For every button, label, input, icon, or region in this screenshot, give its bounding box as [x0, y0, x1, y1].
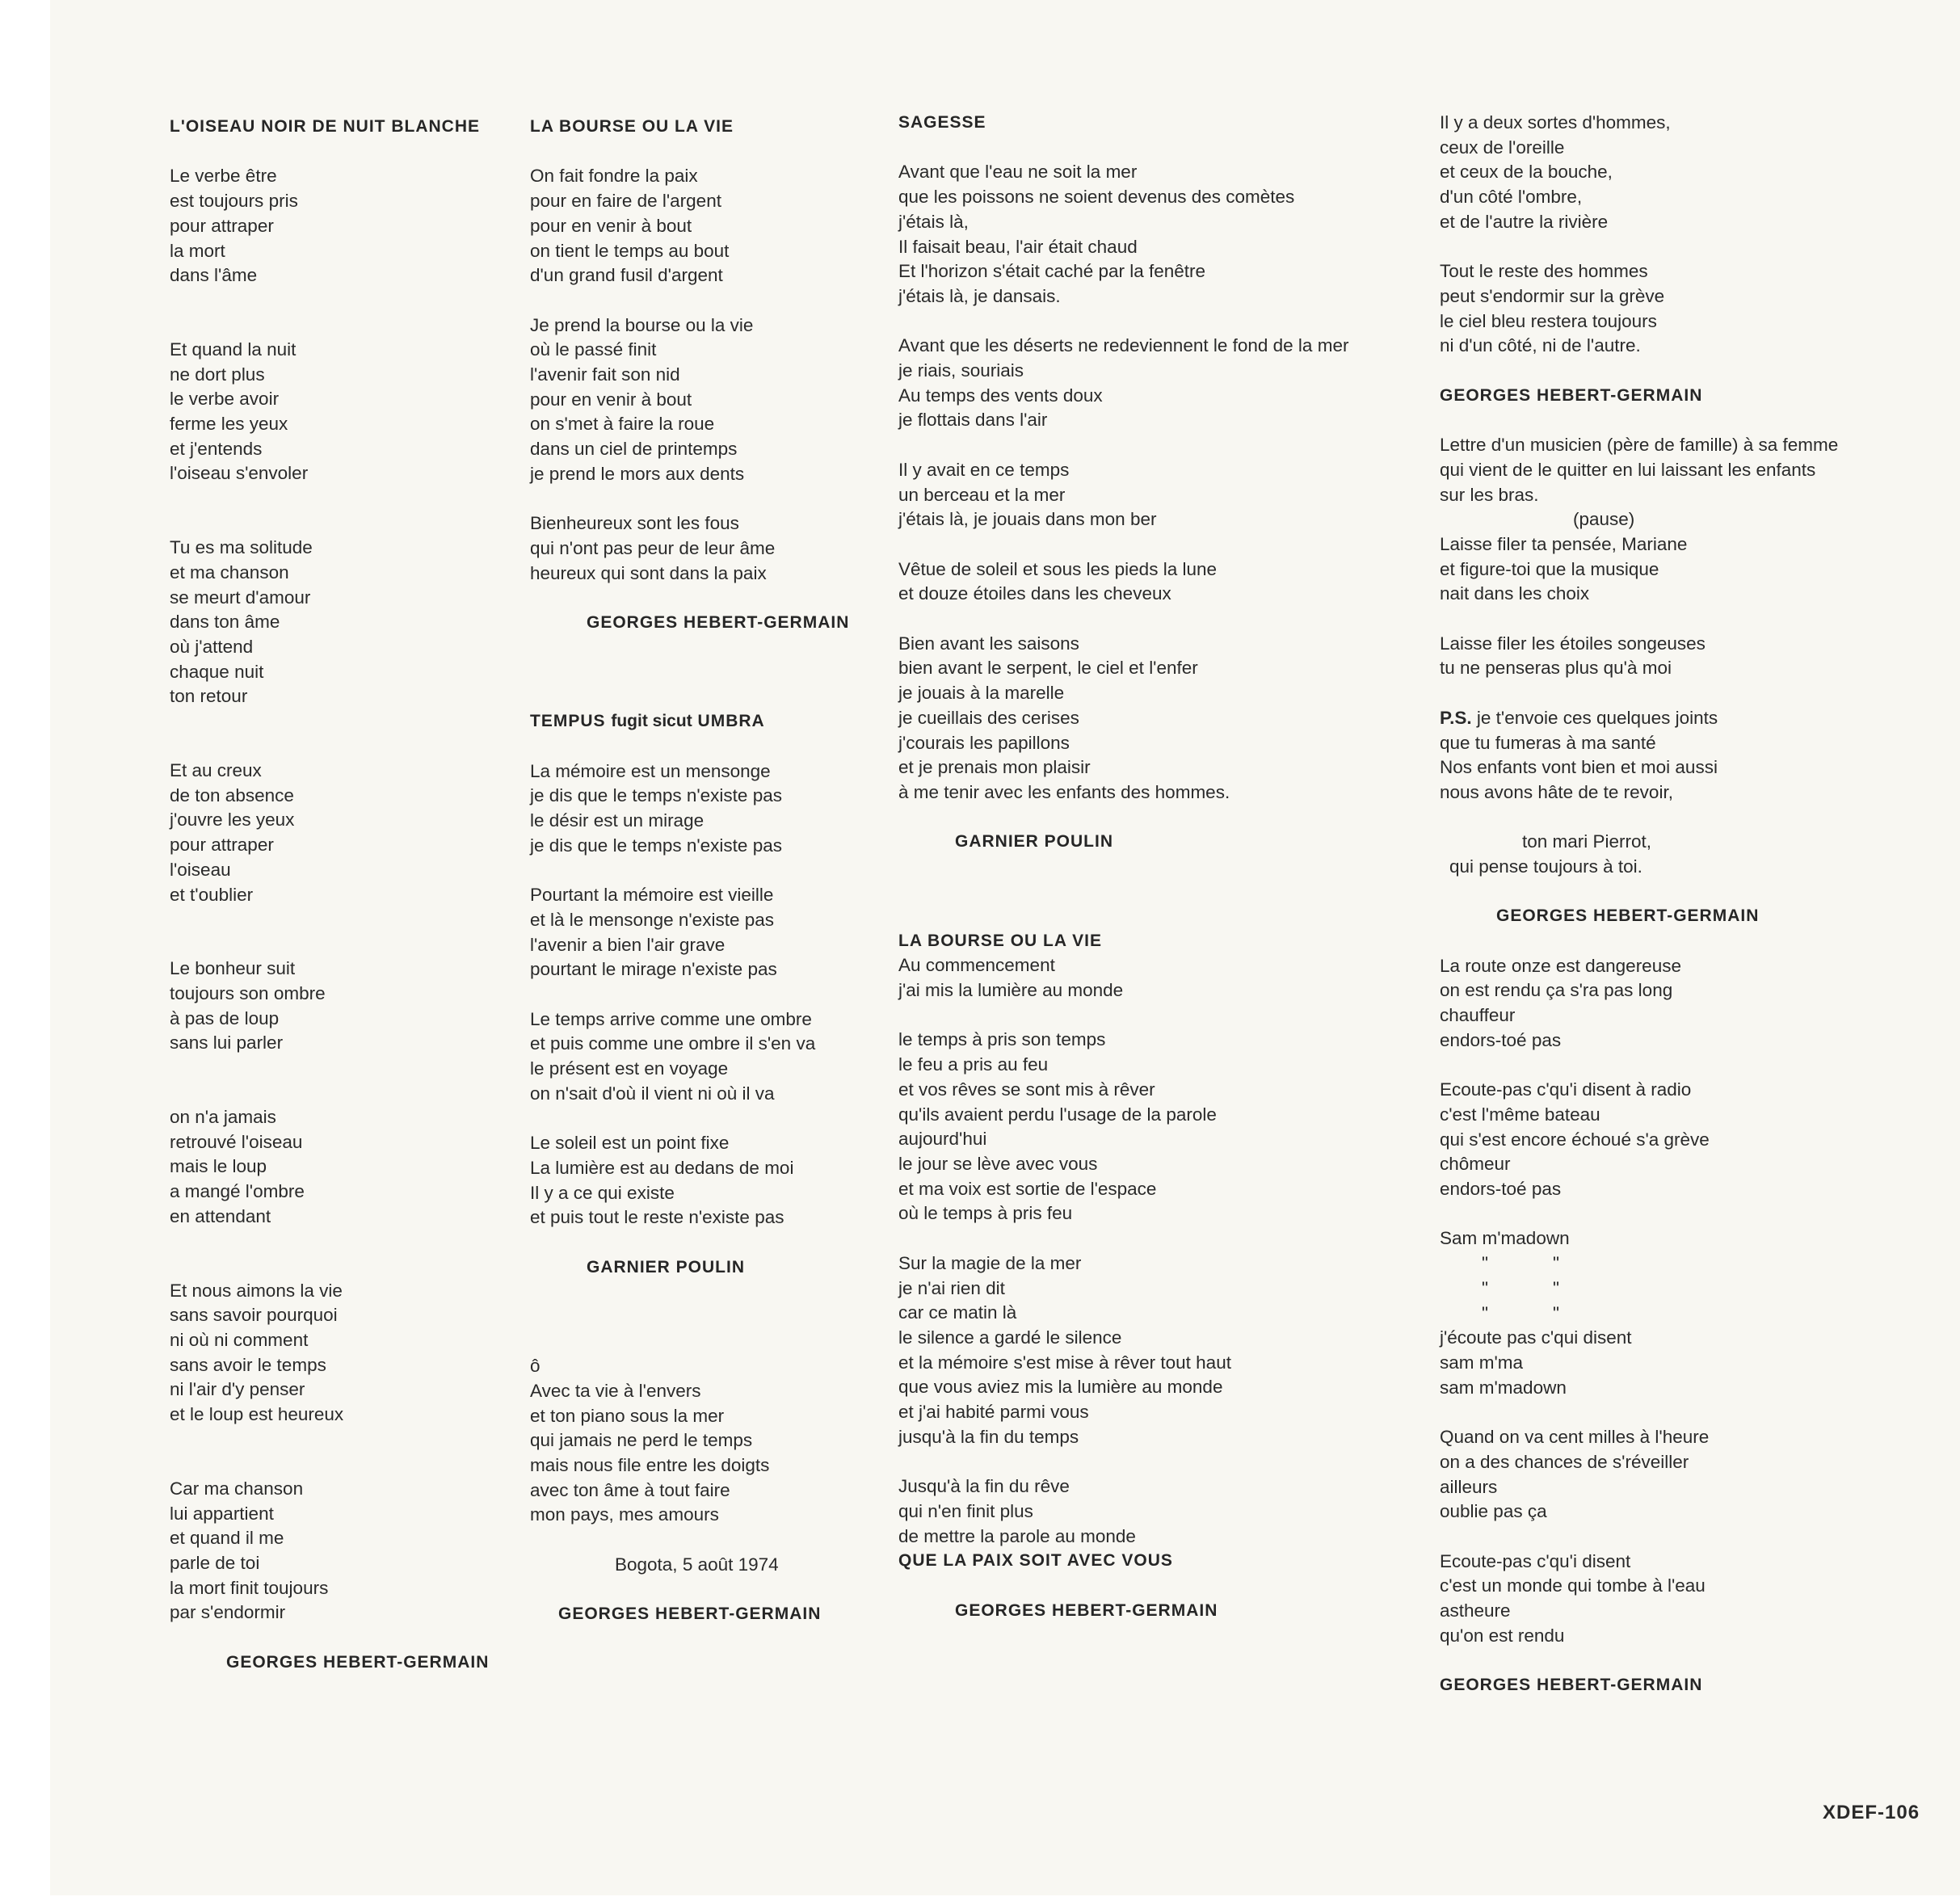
verse-line: je prend le mors aux dents — [530, 463, 745, 484]
verse-line: qu'ils avaient perdu l'usage de la parole — [898, 1104, 1217, 1125]
verse-line: on tient le temps au bout — [530, 240, 730, 261]
verse-line: Le verbe être — [170, 166, 277, 187]
verse-line: Il y a deux sortes d'hommes, — [1440, 112, 1671, 132]
verse-line: et vos rêves se sont mis à rêver — [898, 1079, 1155, 1100]
verse-line: Le bonheur suit — [170, 958, 296, 979]
verse-line: on s'met à faire la roue — [530, 414, 715, 435]
verse-line: toujours son ombre — [170, 982, 326, 1003]
verse-line: aujourd'hui — [898, 1129, 987, 1150]
verse-line: ton retour — [170, 686, 248, 707]
verse-line: Il faisait beau, l'air était chaud — [898, 236, 1138, 257]
verse-line: pour en venir à bout — [530, 389, 692, 410]
verse-line: c'est un monde qui tombe à l'eau — [1440, 1575, 1706, 1596]
poem-author: GEORGES HEBERT-GERMAIN — [587, 613, 850, 632]
poem-author: GEORGES HEBERT-GERMAIN — [1440, 1676, 1703, 1695]
verse-line: Et quand la nuit — [170, 339, 297, 360]
verse-line: en attendant — [170, 1205, 271, 1226]
verse-line: et quand il me — [170, 1528, 284, 1549]
verse-line: et figure-toi que la musique — [1440, 558, 1659, 579]
verse-line: et puis comme une ombre il s'en va — [530, 1033, 816, 1054]
verse-line: tu ne penseras plus qu'à moi — [1440, 658, 1672, 679]
verse-line: et t'oublier — [170, 884, 254, 905]
verse-line: parle de toi — [170, 1552, 260, 1573]
verse-line: Au commencement — [898, 955, 1055, 976]
verse-line: que vous aviez mis la lumière au monde — [898, 1377, 1223, 1398]
verse-line: Avec ta vie à l'envers — [530, 1380, 701, 1401]
verse-line: que les poissons ne soient devenus des comètes — [898, 187, 1295, 208]
verse-line: l'avenir fait son nid — [530, 364, 680, 385]
verse-line: Nos enfants vont bien et moi aussi — [1440, 757, 1718, 778]
ps-text: je t'envoie ces quelques joints — [1476, 707, 1718, 728]
verse-line: ni où ni comment — [170, 1330, 309, 1350]
verse-line: j'étais là, je jouais dans mon ber — [898, 509, 1157, 530]
column-4 — [1440, 111, 1838, 1698]
verse-line: dans un ciel de printemps — [530, 439, 738, 460]
verse-line: le présent est en voyage — [530, 1058, 729, 1079]
column-3 — [898, 111, 1348, 1623]
verse-line: sans lui parler — [170, 1033, 284, 1054]
verse-line: Ecoute-pas c'qu'i disent à radio — [1440, 1079, 1692, 1100]
verse-line: que tu fumeras à ma santé — [1440, 732, 1656, 753]
letter-intro: Lettre d'un musicien (père de famille) à sa femme — [1440, 435, 1839, 456]
poem-title — [530, 709, 849, 734]
verse-line: l'avenir a bien l'air grave — [530, 934, 726, 955]
verse-line: Avant que les déserts ne redeviennent le fond de la mer — [898, 335, 1349, 356]
ditto-row — [1440, 1251, 1838, 1276]
verse-line: on est rendu ça s'ra pas long — [1440, 980, 1673, 1001]
verse-line: Sam m'madown — [1440, 1228, 1570, 1249]
poem-author: GEORGES HEBERT-GERMAIN — [1496, 906, 1760, 926]
verse-line: ailleurs — [1440, 1476, 1498, 1497]
verse-line: et la mémoire s'est mise à rêver tout haut — [898, 1352, 1231, 1373]
ditto-mark: " — [1482, 1253, 1488, 1274]
verse-line: où le passé finit — [530, 339, 657, 360]
ditto-mark: " — [1553, 1253, 1559, 1274]
verse-line: Vêtue de soleil et sous les pieds la lune — [898, 558, 1218, 579]
title-part: fugit sicut — [611, 712, 692, 731]
verse-line: où j'attend — [170, 636, 254, 657]
verse-line: car ce matin là — [898, 1302, 1017, 1323]
poem-author: GEORGES HEBERT-GERMAIN — [558, 1604, 822, 1624]
verse-line: j'écoute pas c'qui disent — [1440, 1327, 1632, 1348]
verse-line: je jouais à la marelle — [898, 683, 1065, 704]
verse-line: dans l'âme — [170, 265, 258, 286]
verse-line: oublie pas ça — [1440, 1501, 1547, 1522]
verse-line: j'courais les papillons — [898, 732, 1070, 753]
verse-line: et là le mensonge n'existe pas — [530, 909, 774, 930]
verse-line: Laisse filer les étoiles songeuses — [1440, 633, 1706, 654]
verse-line: avec ton âme à tout faire — [530, 1479, 730, 1500]
letter-signature: ton mari Pierrot, — [1522, 831, 1652, 852]
verse-line: astheure — [1440, 1600, 1511, 1621]
verse-line: Jusqu'à la fin du rêve — [898, 1476, 1070, 1497]
poem-author: GARNIER POULIN — [587, 1257, 746, 1276]
verse-line: on n'a jamais — [170, 1107, 276, 1128]
verse-line: pour attraper — [170, 835, 274, 856]
verse-line: et le loup est heureux — [170, 1404, 344, 1425]
verse-line: nous avons hâte de te revoir, — [1440, 781, 1673, 802]
column-2 — [530, 115, 849, 1627]
verse-line: Pourtant la mémoire est vieille — [530, 885, 774, 906]
verse-line: ceux de l'oreille — [1440, 137, 1565, 158]
poem-title: LA BOURSE OU LA VIE — [530, 117, 734, 136]
pause-note: (pause) — [1573, 509, 1635, 530]
verse-line: le feu a pris au feu — [898, 1054, 1049, 1075]
verse-line: nait dans les choix — [1440, 583, 1590, 604]
verse-line: qu'on est rendu — [1440, 1625, 1565, 1646]
verse-line: pour en venir à bout — [530, 215, 692, 236]
title-part: TEMPUS — [530, 712, 606, 731]
verse-line: Le soleil est un point fixe — [530, 1133, 730, 1154]
verse-line: pour en faire de l'argent — [530, 191, 721, 212]
verse-line: où le temps à pris feu — [898, 1203, 1073, 1224]
verse-line: le verbe avoir — [170, 389, 280, 410]
verse-line: je dis que le temps n'existe pas — [530, 835, 782, 856]
verse-line: jusqu'à la fin du temps — [898, 1426, 1079, 1447]
verse-line: qui jamais ne perd le temps — [530, 1430, 753, 1451]
verse-line: Avant que l'eau ne soit la mer — [898, 162, 1138, 183]
poem-author: GARNIER POULIN — [955, 832, 1114, 852]
verse-line: ô — [530, 1356, 540, 1377]
verse-line: Et au creux — [170, 760, 262, 781]
verse-line: ni d'un côté, ni de l'autre. — [1440, 335, 1641, 356]
verse-line: et j'ai habité parmi vous — [898, 1402, 1089, 1423]
verse-line: Sur la magie de la mer — [898, 1252, 1082, 1273]
verse-line: qui s'est encore échoué s'a grève — [1440, 1129, 1710, 1150]
verse-line: Il y avait en ce temps — [898, 459, 1070, 480]
verse-line: un berceau et la mer — [898, 484, 1066, 505]
ditto-mark: " — [1553, 1277, 1559, 1298]
verse-line: se meurt d'amour — [170, 587, 311, 608]
verse-line: je dis que le temps n'existe pas — [530, 785, 782, 806]
verse-line: lui appartient — [170, 1503, 274, 1524]
verse-line: le temps à pris son temps — [898, 1029, 1106, 1050]
verse-line: d'un grand fusil d'argent — [530, 265, 723, 286]
verse-line: et ton piano sous la mer — [530, 1405, 725, 1426]
verse-line: de ton absence — [170, 784, 294, 805]
verse-line: et puis tout le reste n'existe pas — [530, 1207, 784, 1228]
verse-line: Il y a ce qui existe — [530, 1182, 675, 1203]
verse-line: par s'endormir — [170, 1602, 286, 1623]
verse-line: le désir est un mirage — [530, 810, 705, 831]
verse-line: On fait fondre la paix — [530, 166, 698, 187]
column-1 — [170, 115, 489, 1675]
verse-line: le ciel bleu restera toujours — [1440, 310, 1657, 331]
verse-line: Et l'horizon s'était caché par la fenêtre — [898, 261, 1206, 282]
verse-line: la mort — [170, 240, 225, 261]
verse-line: d'un côté l'ombre, — [1440, 187, 1583, 208]
verse-line: à pas de loup — [170, 1007, 280, 1028]
verse-line: j'ouvre les yeux — [170, 810, 295, 831]
verse-line: endors-toé pas — [1440, 1029, 1562, 1050]
verse-line: sam m'madown — [1440, 1377, 1567, 1398]
verse-line: Bien avant les saisons — [898, 633, 1079, 654]
verse-line: pourtant le mirage n'existe pas — [530, 959, 777, 980]
verse-line: La lumière est au dedans de moi — [530, 1157, 794, 1178]
verse-line: et ma voix est sortie de l'espace — [898, 1178, 1157, 1199]
verse-line: Et nous aimons la vie — [170, 1280, 343, 1301]
ps-label: P.S. — [1440, 707, 1472, 728]
verse-line: mon pays, mes amours — [530, 1504, 719, 1525]
verse-line: le silence a gardé le silence — [898, 1327, 1122, 1348]
verse-line: qui n'en finit plus — [898, 1500, 1033, 1521]
ditto-mark: " — [1482, 1302, 1488, 1323]
verse-line: chômeur — [1440, 1154, 1511, 1175]
verse-line: Tout le reste des hommes — [1440, 261, 1648, 282]
verse-line: sans avoir le temps — [170, 1354, 326, 1375]
verse-line: Car ma chanson — [170, 1478, 304, 1499]
verse-line: l'oiseau s'envoler — [170, 463, 309, 484]
verse-line: de mettre la parole au monde — [898, 1525, 1136, 1546]
verse-line: ne dort plus — [170, 364, 265, 385]
verse-line: est toujours pris — [170, 191, 298, 212]
verse-line: a mangé l'ombre — [170, 1181, 305, 1202]
verse-line: heureux qui sont dans la paix — [530, 562, 767, 583]
verse-line: Le temps arrive comme une ombre — [530, 1008, 812, 1029]
verse-line: je flottais dans l'air — [898, 410, 1048, 431]
verse-line: dans ton âme — [170, 612, 280, 633]
verse-line: et ma chanson — [170, 561, 289, 582]
verse-line: et j'entends — [170, 438, 263, 459]
verse-line: endors-toé pas — [1440, 1179, 1562, 1200]
verse-line: La route onze est dangereuse — [1440, 955, 1681, 976]
closing-line: QUE LA PAIX SOIT AVEC VOUS — [898, 1551, 1173, 1571]
verse-line: c'est l'même bateau — [1440, 1104, 1600, 1125]
poem-author: GEORGES HEBERT-GERMAIN — [226, 1652, 490, 1672]
verse-line: chauffeur — [1440, 1005, 1516, 1026]
verse-line: mais le loup — [170, 1156, 267, 1177]
verse-line: et ceux de la bouche, — [1440, 162, 1613, 183]
verse-line: et de l'autre la rivière — [1440, 211, 1609, 232]
verse-line: retrouvé l'oiseau — [170, 1131, 303, 1152]
verse-line: j'étais là, — [898, 211, 969, 232]
poem-title: LA BOURSE OU LA VIE — [898, 931, 1102, 950]
verse-line: le jour se lève avec vous — [898, 1154, 1098, 1174]
verse-line: mais nous file entre les doigts — [530, 1454, 770, 1475]
letter-intro: sur les bras. — [1440, 484, 1539, 505]
verse-line: bien avant le serpent, le ciel et l'enfer — [898, 658, 1198, 679]
verse-line: ferme les yeux — [170, 414, 288, 435]
verse-line: on n'sait d'où il vient ni où il va — [530, 1083, 775, 1104]
ditto-row — [1440, 1302, 1838, 1327]
verse-line: sam m'ma — [1440, 1352, 1524, 1373]
verse-line: la mort finit toujours — [170, 1577, 329, 1598]
poem-author: GEORGES HEBERT-GERMAIN — [1440, 385, 1703, 405]
verse-line: j'ai mis la lumière au monde — [898, 980, 1124, 1001]
verse-line: l'oiseau — [170, 859, 231, 880]
ditto-mark: " — [1482, 1277, 1488, 1298]
verse-line: à me tenir avec les enfants des hommes. — [898, 781, 1230, 802]
poem-title: L'OISEAU NOIR DE NUIT BLANCHE — [170, 117, 481, 136]
verse-line: peut s'endormir sur la grève — [1440, 285, 1665, 306]
letter-signature: qui pense toujours à toi. — [1449, 856, 1642, 877]
ditto-mark: " — [1553, 1302, 1559, 1323]
verse-line: Ecoute-pas c'qu'i disent — [1440, 1550, 1631, 1571]
verse-line: j'étais là, je dansais. — [898, 285, 1061, 306]
lyrics-sheet — [50, 0, 1960, 1895]
letter-intro: qui vient de le quitter en lui laissant les enfants — [1440, 459, 1816, 480]
catalog-code: XDEF-106 — [1823, 1802, 1920, 1823]
poem-title: SAGESSE — [898, 113, 986, 132]
verse-line: chaque nuit — [170, 661, 264, 682]
title-part: UMBRA — [697, 712, 765, 731]
verse-line: qui n'ont pas peur de leur âme — [530, 537, 776, 558]
verse-line: Bienheureux sont les fous — [530, 513, 739, 534]
verse-line: je n'ai rien dit — [898, 1277, 1005, 1298]
verse-line: et douze étoiles dans les cheveux — [898, 583, 1171, 604]
verse-line: Au temps des vents doux — [898, 385, 1103, 406]
verse-line: Laisse filer ta pensée, Mariane — [1440, 533, 1688, 554]
poem-author: GEORGES HEBERT-GERMAIN — [955, 1600, 1218, 1620]
ditto-row — [1440, 1276, 1838, 1302]
verse-line: Je prend la bourse ou la vie — [530, 314, 754, 335]
verse-line: ni l'air d'y penser — [170, 1379, 305, 1400]
verse-line: La mémoire est un mensonge — [530, 760, 771, 781]
dateline: Bogota, 5 août 1974 — [615, 1554, 779, 1575]
verse-line: je cueillais des cerises — [898, 707, 1079, 728]
verse-line — [1440, 706, 1838, 731]
verse-line: sans savoir pourquoi — [170, 1305, 338, 1326]
verse-line: je riais, souriais — [898, 360, 1024, 381]
verse-line: on a des chances de s'réveiller — [1440, 1451, 1689, 1472]
verse-line: pour attraper — [170, 215, 274, 236]
verse-line: Tu es ma solitude — [170, 537, 313, 558]
verse-line: Quand on va cent milles à l'heure — [1440, 1427, 1710, 1448]
verse-line: et je prenais mon plaisir — [898, 757, 1091, 778]
